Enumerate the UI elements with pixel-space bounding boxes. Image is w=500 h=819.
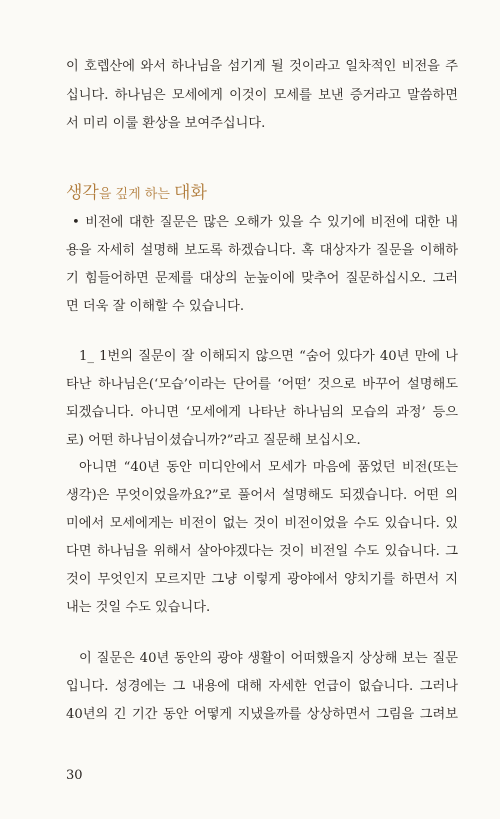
text-line: 서 미리 이룰 환상을 보여주십니다.	[66, 116, 266, 131]
text-line: 입니다. 성경에는 그 내용에 대해 자세한 언급이 없습니다. 그러나	[66, 679, 458, 694]
text-line: 내는 것일 수도 있습니다.	[66, 600, 211, 615]
text-line: 40년의 긴 기간 동안 어떻게 지냈을까를 상상하면서 그림을 그려보	[66, 707, 458, 722]
heading-part: 대화	[174, 183, 207, 203]
heading-part: 생각	[66, 183, 99, 203]
text-line: 이 질문은 40년 동안의 광야 생활이 어떠했을지 상상해 보는 질문	[79, 651, 458, 666]
text-line: 생각)은 무엇이었을까요?”로 풀어서 설명해도 되겠습니다. 어떤 의	[66, 488, 458, 503]
text-line: • 비전에 대한 질문은 많은 오해가 있을 수 있기에 비전에 대한 내	[72, 215, 458, 230]
text-line: 미에서 모세에게는 비전이 없는 것이 비전이었을 수도 있습니다. 있	[66, 516, 458, 531]
text-line: 십니다. 하나님은 모세에게 이것이 모세를 보낸 증거라고 말씀하면	[66, 88, 458, 103]
text-line: 다면 하나님을 위해서 살아야겠다는 것이 비전일 수도 있습니다. 그	[66, 544, 458, 559]
text-line: 1_ 1번의 질문이 잘 이해되지 않으면 “숨어 있다가 40년 만에 나	[79, 349, 458, 364]
heading-part: 을 깊게 하는	[98, 187, 175, 202]
text-line: 이 호렙산에 와서 하나님을 섬기게 될 것이라고 일차적인 비전을 주	[66, 59, 458, 74]
page-number: 30	[66, 768, 83, 783]
text-line: 면 더욱 잘 이해할 수 있습니다.	[66, 299, 245, 314]
text-line: 용을 자세히 설명해 보도록 하겠습니다. 혹 대상자가 질문을 이해하	[66, 243, 458, 258]
text-line: 것이 무엇인지 모르지만 그냥 이렇게 광야에서 양치기를 하면서 지	[66, 572, 458, 587]
text-line: 기 힘들어하면 문제를 대상의 눈높이에 맞추어 질문하십시오. 그러	[66, 271, 458, 286]
text-line: 되겠습니다. 아니면 ‘모세에게 나타난 하나님의 모습의 과정’ 등으	[66, 405, 458, 420]
text-line: 로) 어떤 하나님이셨습니까?”라고 질문해 보십시오.	[66, 433, 361, 448]
text-line: 아니면 “40년 동안 미디안에서 모세가 마음에 품었던 비전(또는	[79, 460, 458, 475]
text-line: 타난 하나님은(‘모습’이라는 단어를 ‘어떤’ 것으로 바꾸어 설명해도	[66, 377, 458, 392]
section-heading	[66, 178, 207, 203]
